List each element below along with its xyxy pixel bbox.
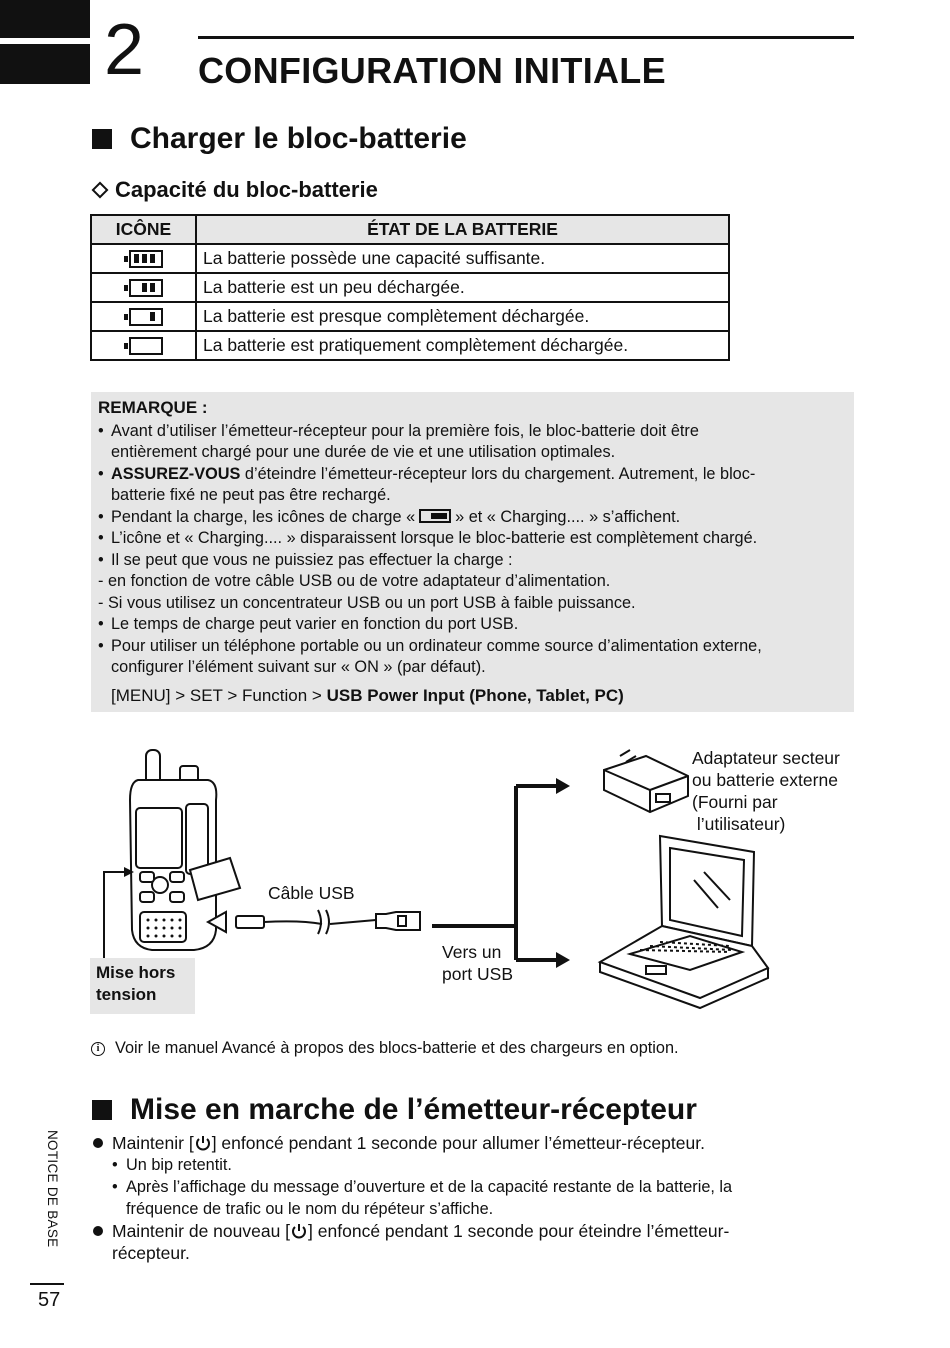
power-off-label: Mise hors tension — [90, 958, 195, 1014]
list-item: • Pour utiliser un téléphone portable ou un ordinateur comme source d’alimentation externe, configurer l’élément suivant sur « ON » (par défaut). — [98, 636, 762, 676]
arrow-to-adapter — [556, 778, 570, 794]
battery-empty-icon — [129, 337, 163, 355]
square-bullet-icon — [92, 1100, 112, 1120]
power-pointer-line — [104, 872, 128, 960]
arrow-to-laptop — [556, 952, 570, 968]
battery-state-text: La batterie est un peu déchargée. — [196, 273, 729, 302]
connection-lines — [432, 786, 560, 960]
list-subitem: • Après l’affichage du message d’ouverture et de la capacité restante de la batterie, la fréquence de trafic ou le nom du répéteur s’affiche. — [112, 1178, 733, 1218]
list-item: • ASSUREZ-VOUS d’éteindre l’émetteur-récepteur lors du chargement. Autrement, le bloc- batterie fixé ne peut pas être rechargé. — [98, 464, 756, 504]
battery-full-icon — [129, 250, 163, 268]
list-subitem: - en fonction de votre câble USB ou de votre adaptateur d’alimentation. — [98, 572, 611, 590]
subsection-capacity-heading — [90, 177, 378, 203]
table-row — [91, 302, 729, 331]
battery-one-bar-icon — [129, 308, 163, 326]
note-box — [91, 392, 854, 712]
side-label: NOTICE DE BASE — [45, 1130, 60, 1248]
chapter-title: CONFIGURATION INITIALE — [198, 50, 666, 91]
table-row — [91, 273, 729, 302]
table-row — [91, 331, 729, 360]
list-subitem: - Si vous utilisez un concentrateur USB ou un port USB à faible puissance. — [98, 593, 636, 612]
power-instructions — [90, 1132, 830, 1264]
chapter-number: 2 — [104, 10, 145, 90]
note-title: REMARQUE : — [98, 398, 208, 417]
header-icon: ICÔNE — [91, 215, 196, 244]
battery-two-bars-icon — [129, 279, 163, 297]
section-charge-heading — [90, 122, 467, 156]
charging-icon — [419, 509, 451, 523]
list-item: • Pendant la charge, les icônes de charge « » et « Charging.... » s’affichent. — [98, 507, 681, 526]
table-header-row — [91, 215, 729, 244]
page-number-rule — [30, 1283, 64, 1285]
battery-state-text: La batterie possède une capacité suffisante. — [196, 244, 729, 273]
usb-port-label: Vers un port USB — [442, 942, 513, 984]
list-item: • L’icône et « Charging.... » disparaissent lorsque le bloc-batterie est complètement chargé. — [98, 529, 758, 547]
page-number: 57 — [38, 1289, 61, 1311]
usb-cable — [208, 910, 420, 934]
chapter-tab-bar-bottom — [0, 44, 90, 84]
battery-state-text: La batterie est presque complètement déchargée. — [196, 302, 729, 331]
ac-adapter-illustration — [604, 750, 688, 812]
battery-state-text: La batterie est pratiquement complètement déchargée. — [196, 331, 729, 360]
chapter-tab-bar-top — [0, 0, 90, 38]
power-icon — [194, 1134, 212, 1152]
subsection-capacity-title: Capacité du bloc-batterie — [115, 177, 378, 202]
adapter-label: Adaptateur secteur ou batterie externe (Fourni par l’utilisateur) — [692, 748, 840, 834]
battery-table — [90, 214, 730, 361]
power-icon — [290, 1222, 308, 1240]
section-power-heading — [90, 1093, 697, 1127]
list-item: Maintenir de nouveau [ ] enfoncé pendant 1 seconde pour éteindre l’émetteur- récepteur. — [90, 1220, 830, 1264]
list-item: • Avant d’utiliser l’émetteur-récepteur pour la première fois, le bloc-batterie doit être entièrement chargé pour une durée de vie et une utilisation optimales. — [98, 421, 699, 461]
diamond-bullet-icon — [92, 182, 109, 199]
info-icon: i — [91, 1042, 105, 1056]
list-item: • Le temps de charge peut varier en fonction du port USB. — [98, 615, 519, 633]
section-charge-title: Charger le bloc-batterie — [130, 122, 467, 155]
list-subitem: • Un bip retentit. — [112, 1156, 232, 1174]
square-bullet-icon — [92, 129, 112, 149]
laptop-illustration — [600, 836, 768, 1008]
chapter-rule — [198, 36, 854, 39]
header-state: ÉTAT DE LA BATTERIE — [196, 215, 729, 244]
section-power-title: Mise en marche de l’émetteur-récepteur — [130, 1093, 697, 1126]
table-row — [91, 244, 729, 273]
info-note: i Voir le manuel Avancé à propos des blocs-batterie et des chargeurs en option. — [91, 1039, 679, 1058]
list-item: Maintenir [ ] enfoncé pendant 1 seconde pour allumer l’émetteur-récepteur. — [90, 1132, 830, 1154]
list-item: • Il se peut que vous ne puissiez pas effectuer la charge : — [98, 550, 513, 569]
usb-cable-label: Câble USB — [268, 883, 355, 903]
menu-path: [MENU] > SET > Function > USB Power Input (Phone, Tablet, PC) — [111, 685, 624, 705]
